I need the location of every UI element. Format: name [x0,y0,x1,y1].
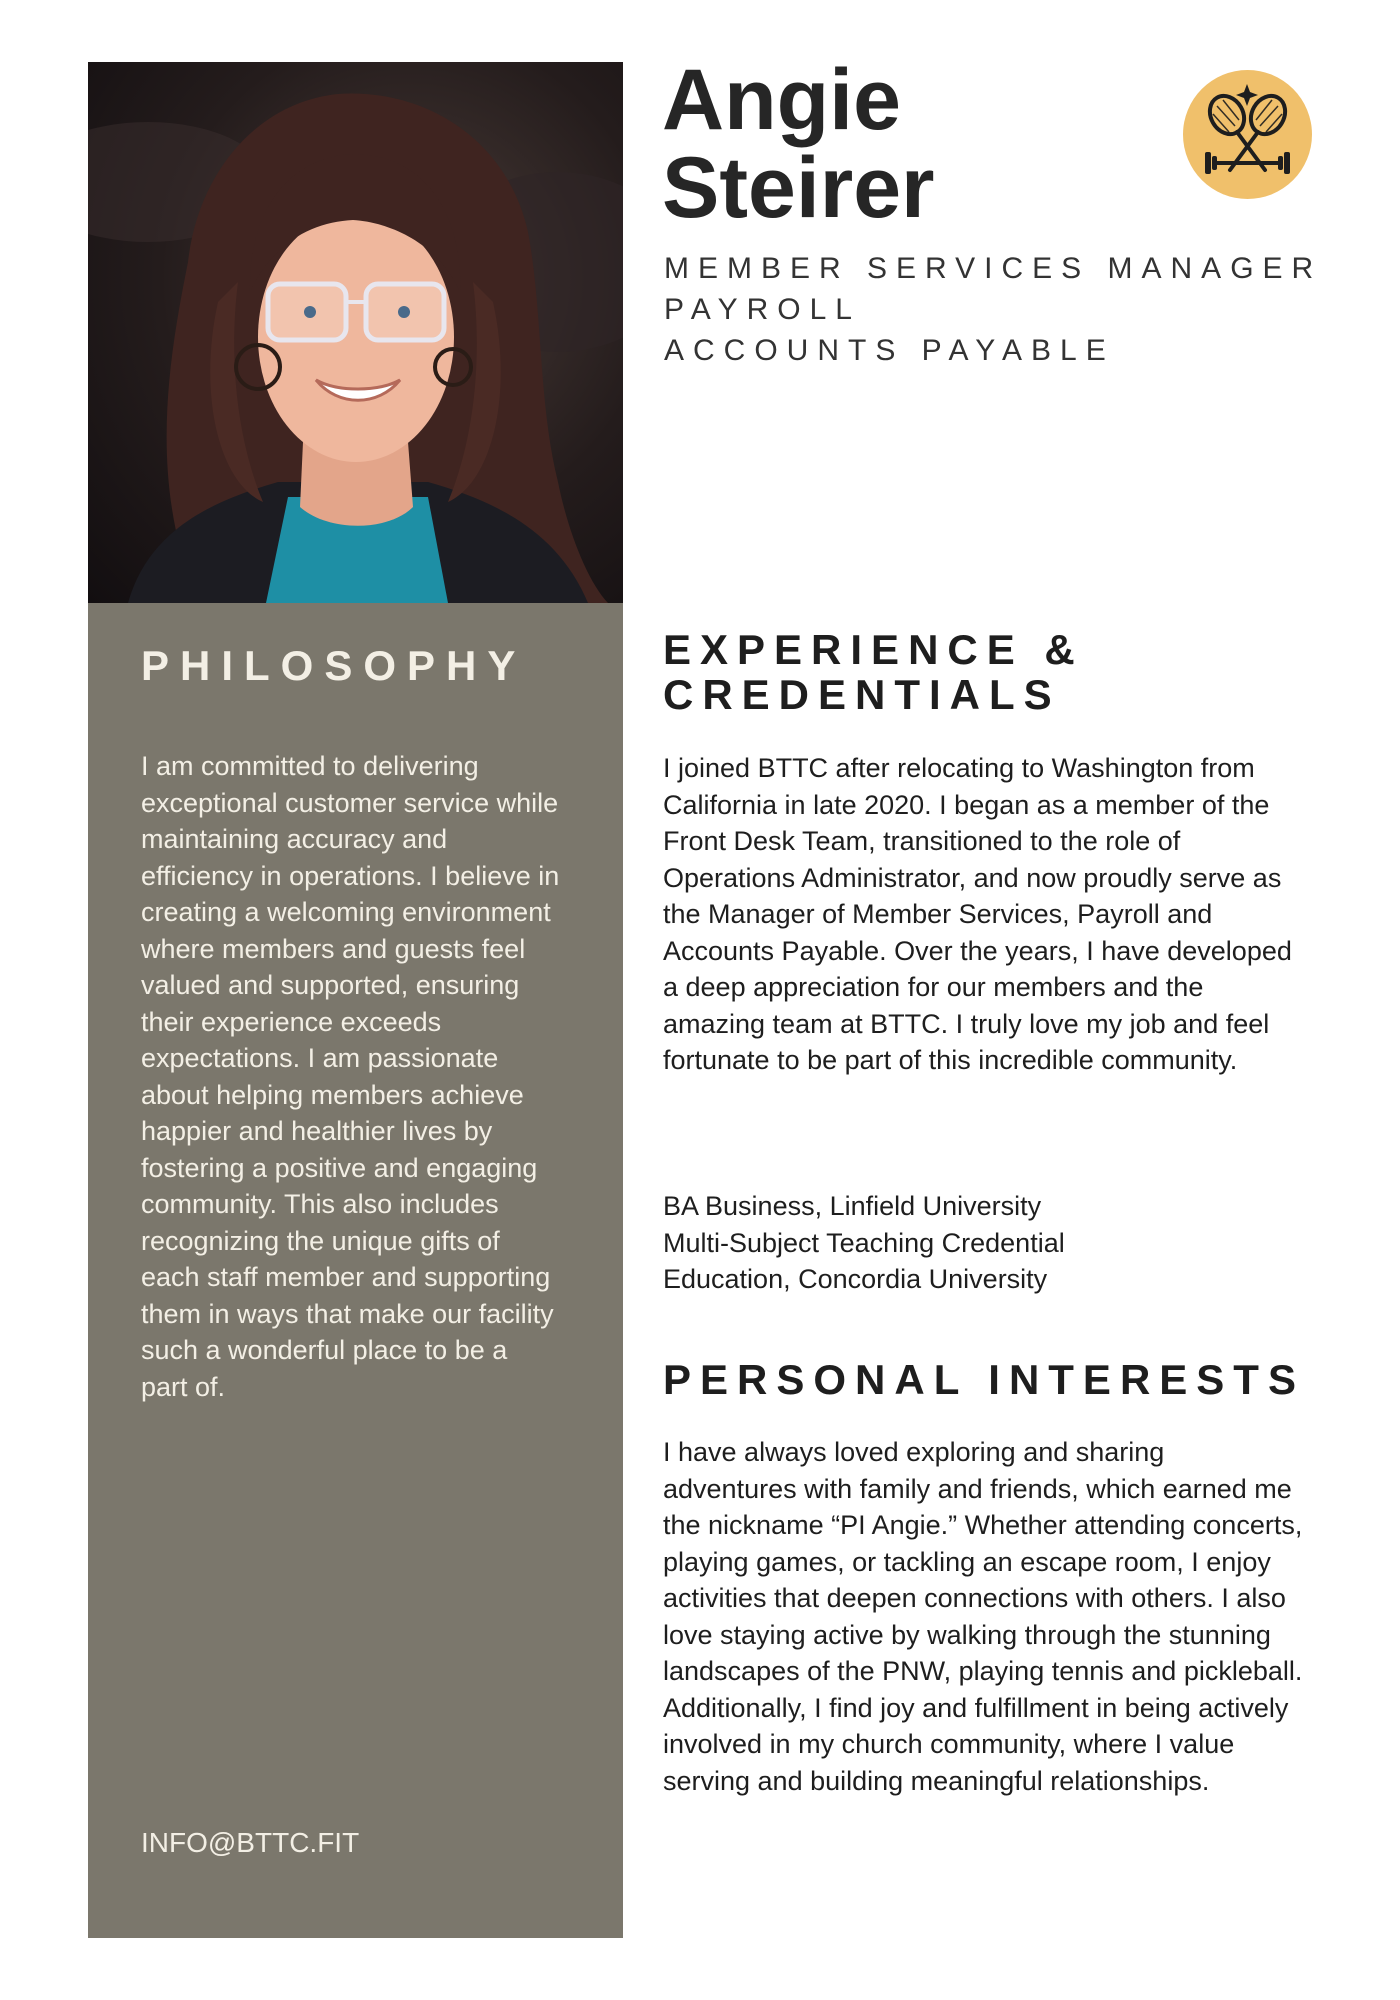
person-name [662,52,935,236]
credentials-list [663,1188,1065,1298]
job-title: PAYROLL [664,293,861,326]
portrait-photo [88,62,623,603]
first-name: Angie [662,52,901,148]
credential-item: BA Business, Linfield University [663,1191,1042,1221]
philosophy-heading: PHILOSOPHY [141,642,527,689]
credential-item: Education, Concordia University [663,1264,1048,1294]
philosophy-text: I am committed to delivering exceptional customer service while maintaining accuracy and efficiency in operations. I believe in creating a welcoming environment where members and guests feel valued and supported, ensuring their experience exceeds expectations. I am passionate about helping members achieve happier and healthier lives by fostering a positive and engaging community. This also includes recognizing the unique gifts of each staff member and supporting them in ways that make our facility such a wonderful place to be a part of. [141,751,560,1402]
crossed-rackets-and-dumbbells-icon [1183,70,1312,199]
left-sidebar [88,62,623,1938]
last-name: Steirer [662,140,935,236]
interests-heading: PERSONAL INTERESTS [663,1356,1305,1403]
experience-text: I joined BTTC after relocating to Washington from California in late 2020. I began as a member of the Front Desk Team, transitioned to the role of Operations Administrator, and now proudly serve as the Manager of Member Services, Payroll and Accounts Payable. Over the years, I have developed a deep appreciation for our members and the amazing team at BTTC. I truly love my job and feel fortunate to be part of this incredible community. [663,753,1292,1075]
credential-item: Multi-Subject Teaching Credential [663,1227,1065,1258]
job-title: MEMBER SERVICES MANAGER [664,252,1323,285]
experience-heading: EXPERIENCE & CREDENTIALS [663,626,1084,718]
contact-email[interactable]: INFO@BTTC.FIT [141,1827,360,1858]
job-titles [664,248,1322,371]
job-title: ACCOUNTS PAYABLE [664,334,1115,367]
interests-text: I have always loved exploring and sharing adventures with family and friends, which earned me the nickname “PI Angie.” Whether attending concerts, playing games, or tackling an escape room, I enjoy activities that deepen connections with others. I also love staying active by walking through the stunning landscapes of the PNW, playing tennis and pickleball. Additionally, I find joy and fulfillment in being actively involved in my church community, where I value serving and building meaningful relationships. [663,1437,1303,1796]
